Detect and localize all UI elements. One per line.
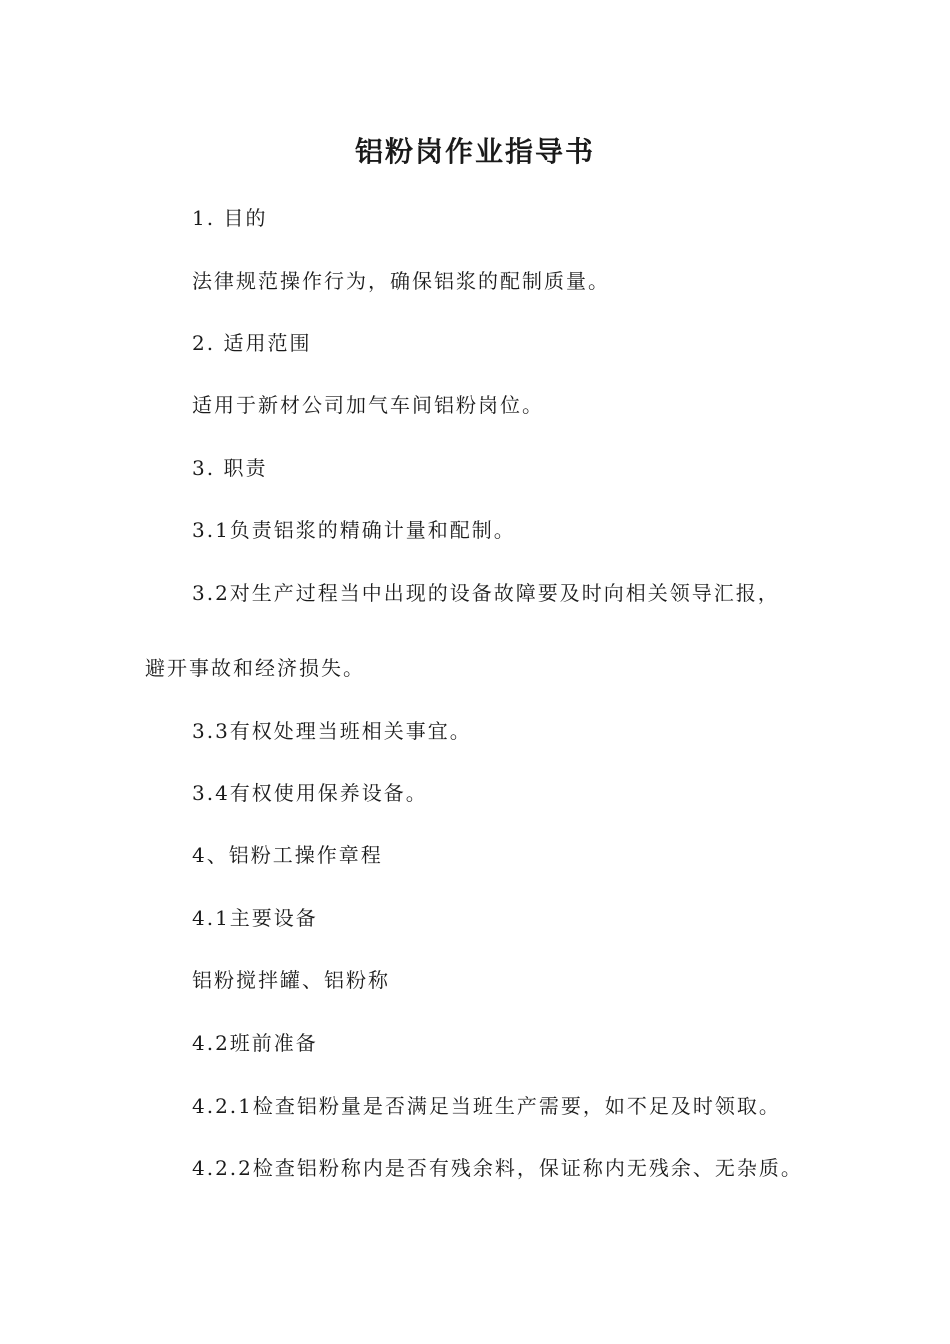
- subheading-4-2: 4.2班前准备: [192, 1031, 318, 1055]
- document-title: 铝粉岗作业指导书: [354, 135, 595, 168]
- paragraph-3-1: 3.1负责铝浆的精确计量和配制。: [192, 518, 516, 542]
- section-heading-scope: 2. 适用范围: [192, 331, 312, 355]
- paragraph-3-2-line-2: 避开事故和经济损失。: [145, 656, 365, 680]
- paragraph-purpose: 法律规范操作行为，确保铝浆的配制质量。: [192, 269, 610, 293]
- paragraph-equipment: 铝粉搅拌罐、铝粉称: [192, 968, 390, 992]
- paragraph-3-2-line-1: 3.2对生产过程当中出现的设备故障要及时向相关领导汇报，: [192, 581, 780, 605]
- paragraph-4-2-2: 4.2.2检查铝粉称内是否有残余料，保证称内无残余、无杂质。: [192, 1156, 803, 1180]
- paragraph-scope: 适用于新材公司加气车间铝粉岗位。: [192, 393, 544, 417]
- paragraph-3-3: 3.3有权处理当班相关事宜。: [192, 719, 472, 743]
- section-heading-operation-rules: 4、铝粉工操作章程: [192, 843, 383, 867]
- subheading-4-1: 4.1主要设备: [192, 906, 318, 930]
- section-heading-responsibilities: 3. 职责: [192, 456, 268, 480]
- section-heading-purpose: 1. 目的: [192, 206, 268, 230]
- paragraph-3-4: 3.4有权使用保养设备。: [192, 781, 428, 805]
- paragraph-4-2-1: 4.2.1检查铝粉量是否满足当班生产需要，如不足及时领取。: [192, 1094, 781, 1118]
